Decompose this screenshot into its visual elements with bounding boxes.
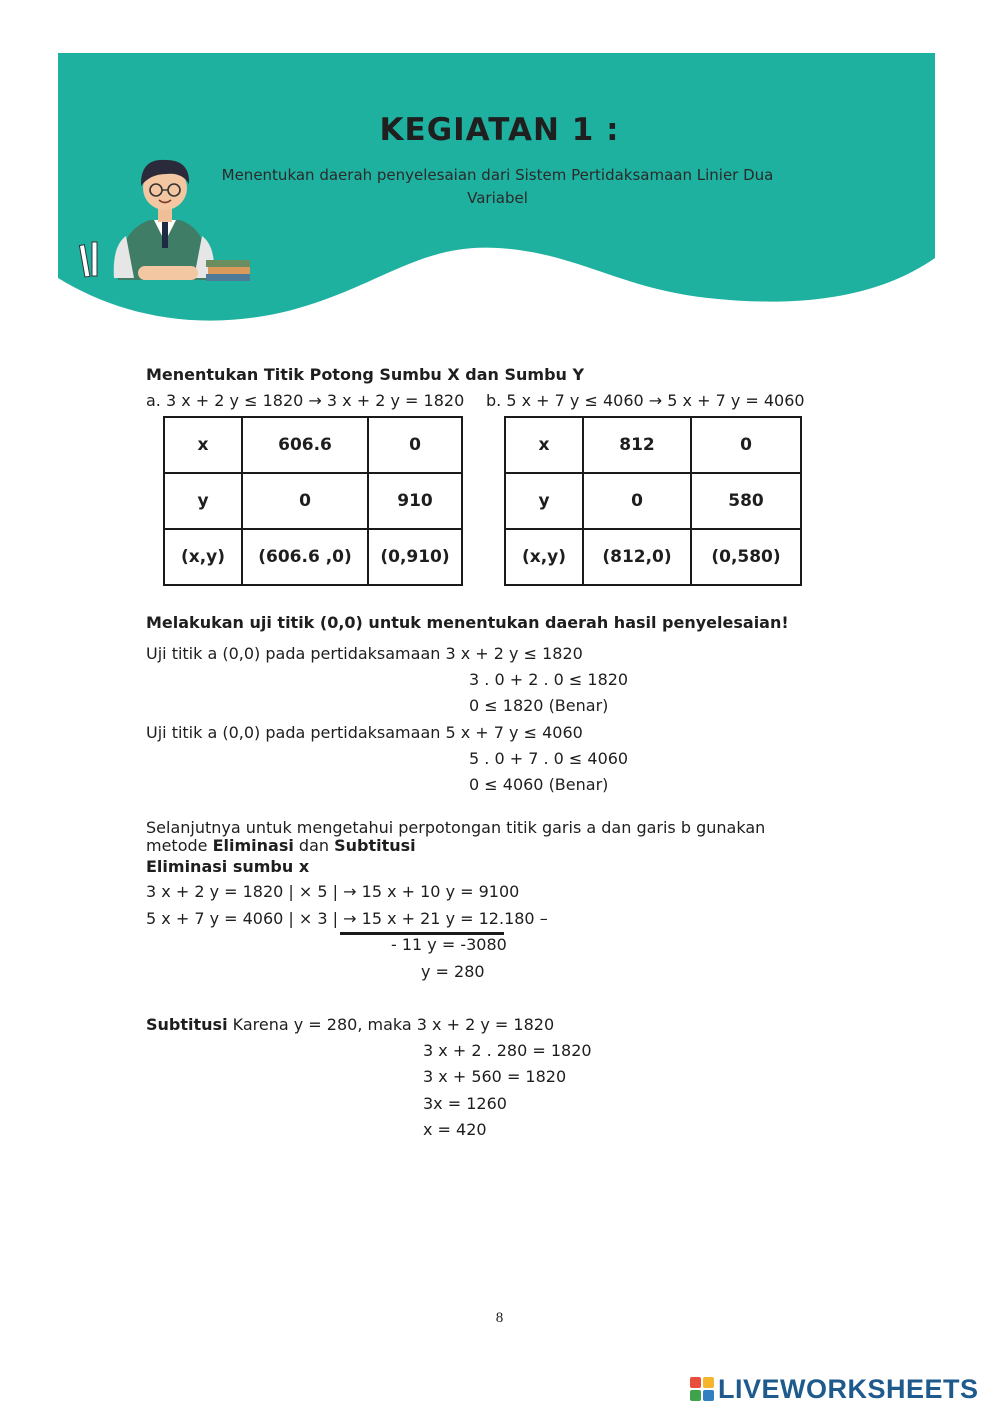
table-cell: y — [505, 473, 583, 529]
intro-text: metode — [146, 836, 213, 855]
substitution-step: 3 x + 2 . 280 = 1820 — [423, 1041, 592, 1060]
table-row — [164, 417, 462, 473]
table-cell: y — [164, 473, 242, 529]
liveworksheets-icon — [690, 1377, 714, 1401]
test-point-result: 0 ≤ 4060 (Benar) — [469, 775, 609, 794]
test-point-line-1: Uji titik a (0,0) pada pertidaksamaan 3 x + 2 y ≤ 1820 — [146, 644, 583, 663]
table-row — [505, 529, 801, 585]
table-cell: (812,0) — [583, 529, 691, 585]
method-subtitusi: Subtitusi — [334, 836, 416, 855]
test-point-result: 0 ≤ 1820 (Benar) — [469, 696, 609, 715]
table-row — [505, 473, 801, 529]
table-cell: 0 — [691, 417, 801, 473]
teacher-illustration — [78, 150, 258, 290]
test-point-step: 5 . 0 + 7 . 0 ≤ 4060 — [469, 749, 629, 768]
method-eliminasi: Eliminasi — [212, 836, 294, 855]
table-row — [164, 473, 462, 529]
table-cell: 0 — [242, 473, 368, 529]
page-title: KEGIATAN 1 : — [379, 112, 620, 148]
equation-label-a: a. 3 x + 2 y ≤ 1820 → 3 x + 2 y = 1820 — [146, 391, 465, 410]
table-cell: x — [505, 417, 583, 473]
elimination-line: 5 x + 7 y = 4060 | × 3 | → 15 x + 21 y = 12.180 – — [146, 909, 548, 928]
intercept-table-b — [504, 416, 802, 586]
section-heading-test-point: Melakukan uji titik (0,0) untuk menentukan daerah hasil penyelesaian! — [146, 613, 789, 632]
table-cell: 606.6 — [242, 417, 368, 473]
equation-label-b: b. 5 x + 7 y ≤ 4060 → 5 x + 7 y = 4060 — [486, 391, 805, 410]
table-cell: 580 — [691, 473, 801, 529]
substitution-step: 3 x + 560 = 1820 — [423, 1067, 567, 1086]
table-cell: 812 — [583, 417, 691, 473]
table-cell: (x,y) — [164, 529, 242, 585]
table-cell: 910 — [368, 473, 462, 529]
elimination-heading: Eliminasi sumbu x — [146, 857, 310, 876]
substitution-step: x = 420 — [423, 1120, 487, 1139]
table-cell: (0,580) — [691, 529, 801, 585]
page-number: 8 — [495, 1310, 504, 1326]
liveworksheets-logo — [690, 1373, 979, 1405]
elimination-line: 3 x + 2 y = 1820 | × 5 | → 15 x + 10 y = 9100 — [146, 882, 520, 901]
brand-name: LIVEWORKSHEETS — [718, 1373, 979, 1404]
substitution-label: Subtitusi — [146, 1015, 228, 1034]
intro-line-methods — [146, 836, 416, 856]
substitution-text: Karena y = 280, maka 3 x + 2 y = 1820 — [227, 1015, 555, 1034]
intro-line: Selanjutnya untuk mengetahui perpotongan titik garis a dan garis b gunakan — [146, 818, 766, 837]
intro-text: dan — [293, 836, 335, 855]
section-heading-intercepts: Menentukan Titik Potong Sumbu X dan Sumbu Y — [146, 365, 585, 384]
intercept-table-a — [163, 416, 463, 586]
table-cell: x — [164, 417, 242, 473]
table-cell: (606.6 ,0) — [242, 529, 368, 585]
table-cell: (x,y) — [505, 529, 583, 585]
table-cell: 0 — [368, 417, 462, 473]
table-row — [505, 417, 801, 473]
elimination-result: - 11 y = -3080 — [391, 935, 507, 954]
test-point-step: 3 . 0 + 2 . 0 ≤ 1820 — [469, 670, 629, 689]
test-point-line-2: Uji titik a (0,0) pada pertidaksamaan 5 x + 7 y ≤ 4060 — [146, 723, 583, 742]
substitution-step: 3x = 1260 — [423, 1094, 507, 1113]
table-cell: 0 — [583, 473, 691, 529]
table-row — [164, 529, 462, 585]
substitution-line — [146, 1015, 554, 1035]
table-cell: (0,910) — [368, 529, 462, 585]
page-subtitle: Menentukan daerah penyelesaian dari Sistem Pertidaksamaan Linier Dua Variabel — [221, 166, 774, 207]
elimination-result: y = 280 — [421, 962, 485, 981]
